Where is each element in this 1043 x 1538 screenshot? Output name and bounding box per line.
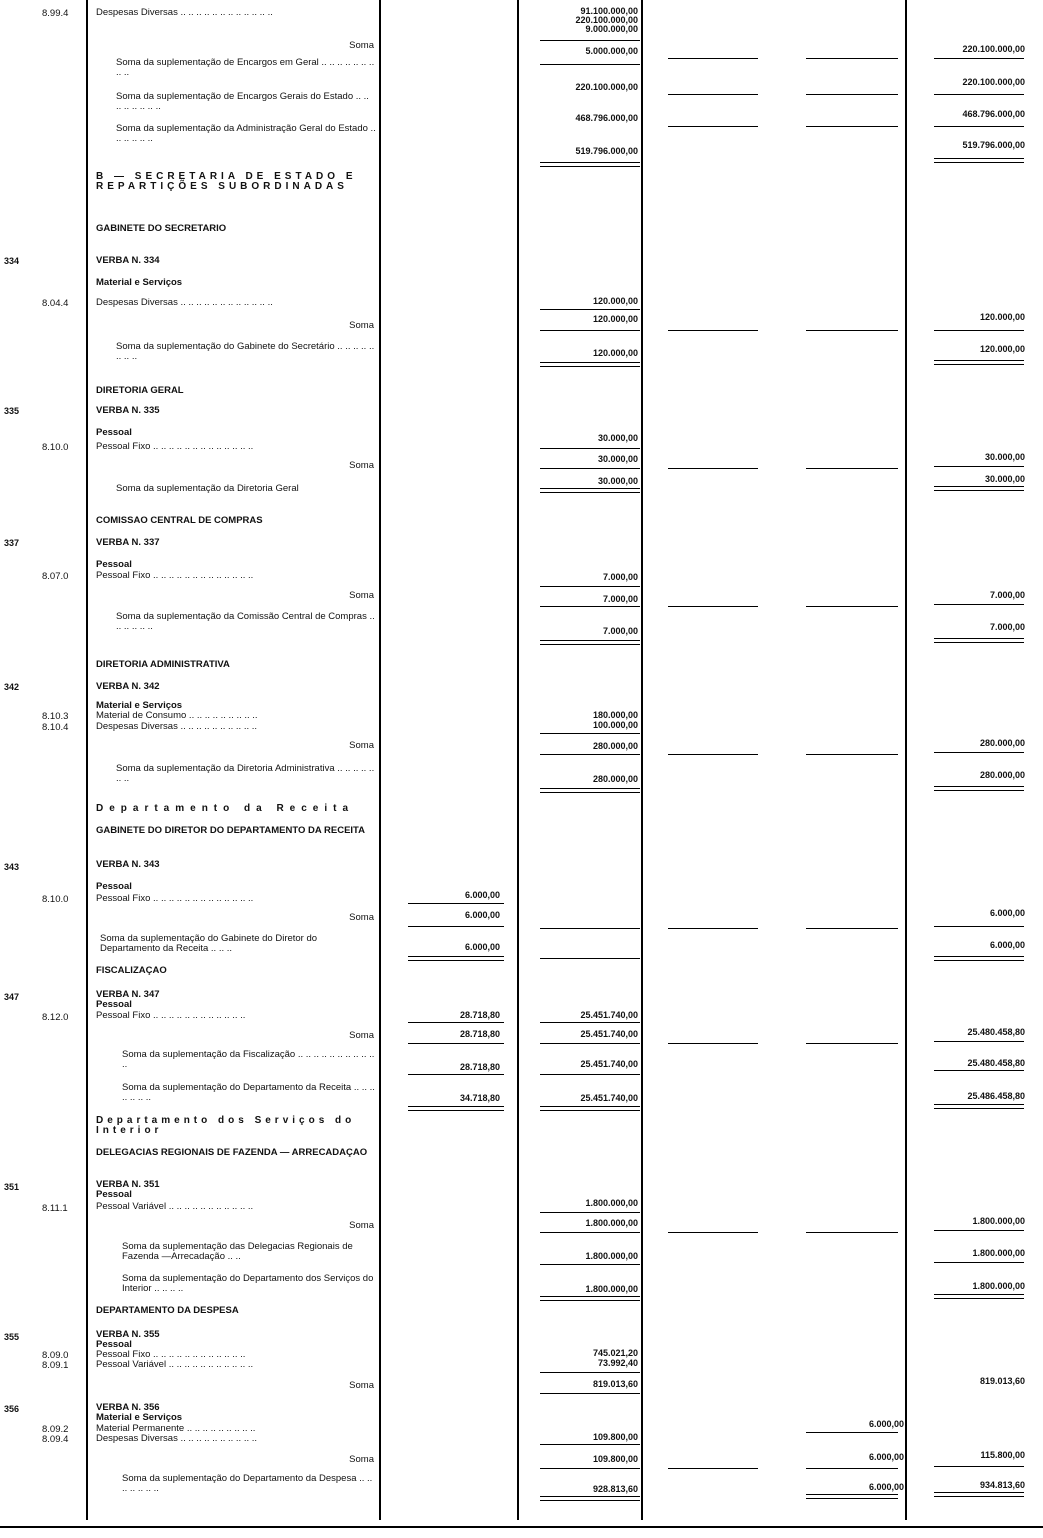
amount: 115.800,00 (980, 1450, 1025, 1460)
item-code: 8.99.4 (42, 8, 69, 19)
underline (668, 1232, 758, 1233)
underline (934, 786, 1024, 787)
underline (408, 960, 504, 961)
underline (408, 1022, 504, 1023)
soma-label: Soma (349, 1380, 374, 1391)
suplementacao-text: Soma da suplementação da Diretoria Geral (116, 483, 299, 494)
amount: 25.480.458,80 (967, 1058, 1025, 1068)
underline (540, 1444, 640, 1445)
underline (540, 792, 640, 793)
underline (668, 1043, 758, 1044)
amount: 220.100.000,00 (962, 77, 1025, 87)
underline (806, 1232, 898, 1233)
underline (934, 126, 1024, 127)
underline (408, 1074, 504, 1075)
amount: 928.813,60 (592, 1484, 638, 1494)
underline (408, 926, 504, 927)
underline (668, 1468, 758, 1469)
verba-number: 355 (4, 1332, 20, 1342)
underline (934, 1070, 1024, 1071)
item-code: 8.07.0 (42, 571, 69, 582)
suplementacao-text: Soma da suplementação do Gabinete do Diretor do Departamento da Receita .. .. .. (100, 933, 318, 954)
verba-label: VERBA N. 337 (96, 537, 160, 548)
column-rule-c5 (905, 0, 907, 1520)
underline (668, 126, 758, 127)
underline (934, 364, 1024, 365)
underline (934, 752, 1024, 753)
underline (806, 468, 898, 469)
column-rule-left (86, 0, 88, 1520)
amount: 28.718,80 (459, 1062, 500, 1072)
amount: 1.800.000,00 (585, 1251, 638, 1261)
amount: 1.800.000,00 (585, 1284, 638, 1294)
underline (934, 490, 1024, 491)
underline (934, 158, 1024, 159)
department-heading: Departamento da Receita (96, 803, 355, 814)
amount: 220.100.000,00 (962, 44, 1025, 54)
underline (540, 733, 640, 734)
underline (540, 754, 640, 755)
amount: 468.796.000,00 (962, 109, 1025, 119)
amount: 6.000,00 (989, 908, 1025, 918)
underline (668, 606, 758, 607)
underline (806, 1498, 898, 1499)
amount: 519.796.000,00 (575, 146, 638, 156)
amount: 6.000,00 (868, 1419, 904, 1429)
underline (540, 162, 640, 163)
amount: 120.000,00 (592, 348, 638, 358)
item-code: 8.10.0 (42, 442, 69, 453)
amount: 745.021,20 (592, 1348, 638, 1358)
amount: 280.000,00 (592, 774, 638, 784)
category-label: Pessoal (96, 559, 132, 570)
verba-number: 347 (4, 992, 20, 1002)
underline (934, 642, 1024, 643)
category-label: Pessoal (96, 881, 132, 892)
underline (540, 468, 640, 469)
amount: 1.800.000,00 (972, 1281, 1025, 1291)
suplementacao-text: Soma da suplementação da Comissão Central de Compras .. .. .. .. .. .. (116, 611, 375, 632)
underline (540, 958, 640, 959)
suplementacao-text: Soma da suplementação do Departamento dos Serviços do Interior .. .. .. .. (122, 1273, 374, 1294)
underline (540, 166, 640, 167)
underline (540, 1496, 640, 1497)
item-code: 8.10.0 (42, 894, 69, 905)
underline (934, 1104, 1024, 1105)
underline (934, 466, 1024, 467)
verba-label: VERBA N. 351 (96, 1179, 160, 1190)
item-desc: Pessoal Fixo .. .. .. .. .. .. .. .. .. .. .. .. .. (96, 570, 254, 581)
underline (934, 1108, 1024, 1109)
verba-label: VERBA N. 342 (96, 681, 160, 692)
amount: 6.000,00 (464, 910, 500, 920)
underline (934, 1262, 1024, 1263)
amount: 1.800.000,00 (972, 1216, 1025, 1226)
underline (540, 492, 640, 493)
category-label: Pessoal (96, 1339, 132, 1350)
item-code: 8.09.2 (42, 1424, 69, 1435)
underline (408, 1110, 504, 1111)
verba-number: 334 (4, 256, 20, 266)
amount: 280.000,00 (592, 741, 638, 751)
section-heading: COMISSAO CENTRAL DE COMPRAS (96, 515, 263, 526)
amount: 28.718,80 (459, 1029, 500, 1039)
amount: 220.100.000,00 (575, 82, 638, 92)
amount: 28.718,80 (459, 1010, 500, 1020)
section-heading: GABINETE DO SECRETARIO (96, 223, 227, 234)
underline (668, 754, 758, 755)
verba-number: 335 (4, 406, 20, 416)
department-heading: Departamento dos Serviços do Interior (96, 1115, 356, 1136)
underline (806, 1043, 898, 1044)
verba-number: 343 (4, 862, 20, 872)
underline (806, 606, 898, 607)
category-label: Pessoal (96, 999, 132, 1010)
amount: 468.796.000,00 (575, 113, 638, 123)
category-label: Pessoal (96, 427, 132, 438)
verba-label: VERBA N. 343 (96, 859, 160, 870)
item-desc: Despesas Diversas .. .. .. .. .. .. .. .. .. .. .. .. (96, 297, 273, 308)
soma-label: Soma (349, 1220, 374, 1231)
amount: 280.000,00 (979, 770, 1025, 780)
underline (934, 956, 1024, 957)
underline (668, 468, 758, 469)
soma-label: Soma (349, 1030, 374, 1041)
underline (934, 1298, 1024, 1299)
soma-label: Soma (349, 590, 374, 601)
amount: 220.100.000,00 (575, 15, 638, 25)
underline (540, 1022, 640, 1023)
underline (540, 1372, 640, 1373)
amount: 109.800,00 (592, 1432, 638, 1442)
amount: 5.000.000,00 (585, 46, 638, 56)
suplementacao-text: Soma da suplementação de Encargos Gerais do Estado .. .. .. .. .. .. .. .. (116, 91, 369, 112)
underline (668, 928, 758, 929)
underline (934, 960, 1024, 961)
amount: 30.000,00 (597, 454, 638, 464)
underline (540, 1232, 640, 1233)
underline (934, 1294, 1024, 1295)
amount: 7.000,00 (602, 626, 638, 636)
underline (540, 1043, 640, 1044)
amount: 25.480.458,80 (967, 1027, 1025, 1037)
underline (806, 754, 898, 755)
amount: 25.451.740,00 (580, 1059, 638, 1069)
underline (540, 40, 640, 41)
section-heading: GABINETE DO DIRETOR DO DEPARTAMENTO DA RECEITA (96, 825, 366, 836)
underline (806, 94, 898, 95)
column-rule-desc (379, 0, 381, 1520)
underline (408, 903, 504, 904)
amount: 109.800,00 (592, 1454, 638, 1464)
underline (540, 1264, 640, 1265)
underline (540, 1500, 640, 1501)
soma-label: Soma (349, 912, 374, 923)
section-heading: DEPARTAMENTO DA DESPESA (96, 1305, 239, 1316)
underline (934, 638, 1024, 639)
amount: 25.486.458,80 (967, 1091, 1025, 1101)
category-label: Material e Serviços (96, 1412, 183, 1423)
category-label: Material e Serviços (96, 700, 183, 711)
amount: 7.000,00 (602, 594, 638, 604)
underline (540, 309, 640, 310)
underline (540, 64, 640, 65)
underline (540, 1393, 640, 1394)
item-desc: Material de Consumo .. .. .. .. .. .. .. .. .. (96, 710, 258, 721)
underline (540, 1212, 640, 1213)
underline (540, 788, 640, 789)
verba-label: VERBA N. 334 (96, 255, 160, 266)
amount: 25.451.740,00 (580, 1029, 638, 1039)
item-code: 8.10.4 (42, 722, 69, 733)
suplementacao-text: Soma da suplementação de Encargos em Geral .. .. .. .. .. .. .. .. .. (116, 57, 375, 78)
amount: 9.000.000,00 (585, 24, 638, 34)
verba-number: 342 (4, 682, 20, 692)
underline (934, 604, 1024, 605)
item-desc: Pessoal Fixo .. .. .. .. .. .. .. .. .. .. .. .. (96, 1349, 246, 1360)
amount: 25.451.740,00 (580, 1010, 638, 1020)
underline (806, 928, 898, 929)
underline (668, 330, 758, 331)
underline (806, 1468, 898, 1469)
amount: 30.000,00 (984, 474, 1025, 484)
item-desc: Pessoal Fixo .. .. .. .. .. .. .. .. .. .. .. .. .. (96, 441, 254, 452)
underline (540, 366, 640, 367)
underline (540, 448, 640, 449)
item-desc: Pessoal Fixo .. .. .. .. .. .. .. .. .. .. .. .. .. (96, 893, 254, 904)
amount: 6.000,00 (464, 942, 500, 952)
amount: 100.000,00 (592, 720, 638, 730)
verba-number: 356 (4, 1404, 20, 1414)
item-code: 8.09.1 (42, 1360, 69, 1371)
underline (540, 640, 640, 641)
amount: 1.800.000,00 (585, 1218, 638, 1228)
item-code: 8.09.4 (42, 1434, 69, 1445)
bottom-rule (0, 1526, 1043, 1528)
amount: 1.800.000,00 (972, 1248, 1025, 1258)
amount: 819.013,60 (592, 1379, 638, 1389)
underline (540, 1074, 640, 1075)
underline (806, 58, 898, 59)
underline (540, 1106, 640, 1107)
underline (934, 162, 1024, 163)
amount: 7.000,00 (989, 590, 1025, 600)
soma-label: Soma (349, 740, 374, 751)
suplementacao-text: Soma da suplementação da Administração Geral do Estado .. .. .. .. .. .. (116, 123, 376, 144)
amount: 6.000,00 (868, 1482, 904, 1492)
item-desc: Material Permanente .. .. .. .. .. .. .. .. .. (96, 1423, 256, 1434)
verba-label: VERBA N. 356 (96, 1402, 160, 1413)
underline (934, 1041, 1024, 1042)
item-code: 8.12.0 (42, 1012, 69, 1023)
section-heading: DIRETORIA GERAL (96, 385, 184, 396)
underline (934, 58, 1024, 59)
item-code: 8.04.4 (42, 298, 69, 309)
category-label: Pessoal (96, 1189, 132, 1200)
section-heading: B — SECRETARIA DE ESTADO E REPARTIÇÕES SUBORDINADAS (96, 171, 357, 192)
amount: 91.100.000,00 (580, 6, 638, 16)
underline (408, 1043, 504, 1044)
underline (668, 58, 758, 59)
item-desc: Pessoal Variável .. .. .. .. .. .. .. .. .. .. .. (96, 1359, 254, 1370)
section-heading: FISCALIZAÇAO (96, 965, 167, 976)
underline (540, 644, 640, 645)
amount: 6.000,00 (464, 890, 500, 900)
amount: 73.992,40 (597, 1358, 638, 1368)
amount: 280.000,00 (979, 738, 1025, 748)
underline (408, 1106, 504, 1107)
amount: 819.013,60 (979, 1376, 1025, 1386)
amount: 1.800.000,00 (585, 1198, 638, 1208)
item-code: 8.11.1 (42, 1203, 68, 1214)
item-desc: Pessoal Variável .. .. .. .. .. .. .. .. .. .. .. (96, 1201, 254, 1212)
underline (540, 488, 640, 489)
underline (806, 1432, 898, 1433)
amount: 934.813,60 (979, 1480, 1025, 1490)
amount: 120.000,00 (979, 312, 1025, 322)
underline (408, 956, 504, 957)
amount: 6.000,00 (989, 940, 1025, 950)
amount: 7.000,00 (989, 622, 1025, 632)
underline (806, 1494, 898, 1495)
underline (934, 1230, 1024, 1231)
verba-number: 351 (4, 1182, 20, 1192)
underline (540, 330, 640, 331)
underline (934, 486, 1024, 487)
category-label: Material e Serviços (96, 277, 183, 288)
underline (806, 330, 898, 331)
amount: 7.000,00 (602, 572, 638, 582)
amount: 30.000,00 (597, 433, 638, 443)
item-desc: Despesas Diversas .. .. .. .. .. .. .. .. .. .. (96, 1433, 258, 1444)
amount: 6.000,00 (868, 1452, 904, 1462)
soma-label: Soma (349, 320, 374, 331)
underline (540, 586, 640, 587)
underline (806, 126, 898, 127)
underline (540, 928, 640, 929)
suplementacao-text: Soma da suplementação da Fiscalização .. .. .. .. .. .. .. .. .. .. .. (122, 1049, 375, 1070)
section-heading: DELEGACIAS REGIONAIS DE FAZENDA — ARRECADAÇAO (96, 1147, 368, 1158)
soma-label: Soma (349, 1454, 374, 1465)
underline (934, 790, 1024, 791)
column-rule-c3 (641, 0, 643, 1520)
amount: 180.000,00 (592, 710, 638, 720)
underline (934, 360, 1024, 361)
underline (540, 1468, 640, 1469)
underline (934, 926, 1024, 927)
amount: 30.000,00 (984, 452, 1025, 462)
underline (540, 1300, 640, 1301)
item-code: 8.09.0 (42, 1350, 69, 1361)
section-heading: DIRETORIA ADMINISTRATIVA (96, 659, 230, 670)
underline (934, 1466, 1024, 1467)
underline (934, 1496, 1024, 1497)
suplementacao-text: Soma da suplementação do Gabinete do Secretário .. .. .. .. .. .. .. .. (116, 341, 375, 362)
amount: 25.451.740,00 (580, 1093, 638, 1103)
item-desc: Pessoal Fixo .. .. .. .. .. .. .. .. .. .. .. .. (96, 1010, 246, 1021)
soma-label: Soma (349, 40, 374, 51)
underline (934, 94, 1024, 95)
underline (934, 1492, 1024, 1493)
verba-number: 337 (4, 538, 20, 548)
verba-label: VERBA N. 347 (96, 989, 160, 1000)
item-code: 8.10.3 (42, 711, 69, 722)
verba-label: VERBA N. 355 (96, 1329, 160, 1340)
underline (540, 1296, 640, 1297)
amount: 30.000,00 (597, 476, 638, 486)
underline (540, 362, 640, 363)
verba-label: VERBA N. 335 (96, 405, 160, 416)
item-desc: Despesas Diversas .. .. .. .. .. .. .. .. .. .. .. .. (96, 7, 273, 18)
underline (934, 330, 1024, 331)
suplementacao-text: Soma da suplementação do Departamento da Despesa .. .. .. .. .. .. .. (122, 1473, 373, 1494)
amount: 120.000,00 (979, 344, 1025, 354)
suplementacao-text: Soma da suplementação das Delegacias Regionais de Fazenda —Arrecadação .. .. (122, 1241, 353, 1262)
suplementacao-text: Soma da suplementação da Diretoria Administrativa .. .. .. .. .. .. .. (116, 763, 375, 784)
suplementacao-text: Soma da suplementação do Departamento da Receita .. .. .. .. .. .. .. (122, 1082, 375, 1103)
amount: 519.796.000,00 (962, 140, 1025, 150)
amount: 120.000,00 (592, 314, 638, 324)
underline (540, 1110, 640, 1111)
item-desc: Despesas Diversas .. .. .. .. .. .. .. .. .. .. (96, 721, 258, 732)
underline (668, 94, 758, 95)
soma-label: Soma (349, 460, 374, 471)
amount: 34.718,80 (459, 1093, 500, 1103)
amount: 120.000,00 (592, 296, 638, 306)
column-rule-c2 (517, 0, 519, 1520)
underline (540, 606, 640, 607)
